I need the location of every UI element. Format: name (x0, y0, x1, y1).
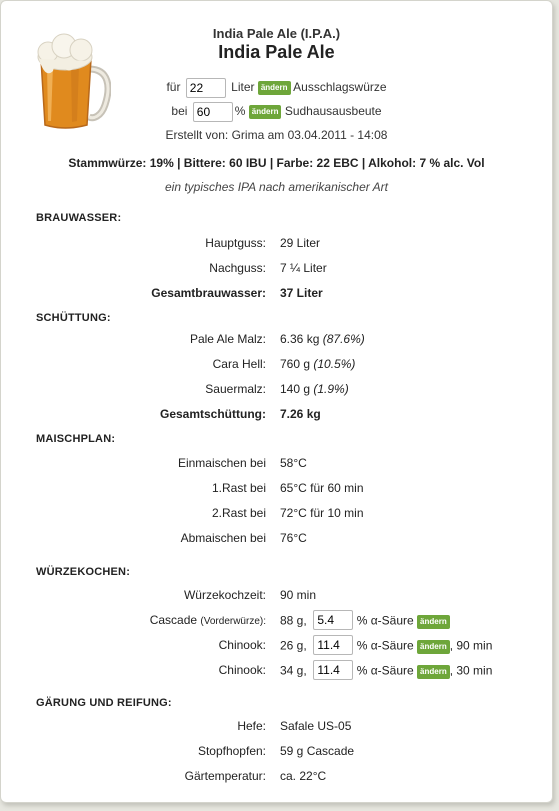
malt-row (1, 332, 552, 348)
row-label: Nachguss: (209, 261, 266, 275)
row-label (150, 613, 266, 627)
row-value: ca. 22°C (280, 769, 327, 783)
row-label: Hauptguss: (205, 236, 266, 250)
row-label: Hefe: (237, 719, 266, 733)
hop-row (1, 663, 552, 679)
row-value (280, 382, 349, 396)
section-gaerung: GÄRUNG UND REIFUNG: (36, 697, 172, 709)
brauwasser-row (1, 236, 552, 252)
malt-percent: (87.6%) (322, 332, 365, 346)
hop-time: , 90 min (449, 638, 493, 653)
row-label: 1.Rast bei (211, 481, 266, 495)
efficiency-suffix: Sudhausausbeute (284, 104, 382, 119)
alpha-input[interactable] (313, 660, 353, 680)
row-label: Sauermalz: (205, 382, 266, 396)
row-value: 65°C für 60 min (280, 481, 364, 495)
malt-row (1, 357, 552, 373)
efficiency-input[interactable] (193, 102, 233, 122)
hop-amount: 34 g, (280, 663, 307, 678)
row-value: 7 ¼ Liter (280, 261, 327, 275)
row-label (219, 663, 266, 677)
malt-amount: 760 g (280, 357, 311, 371)
efficiency-prefix: bei (171, 104, 188, 119)
row-value: Safale US-05 (280, 719, 352, 733)
malt-amount: 140 g (280, 382, 311, 396)
row-label (219, 638, 266, 652)
row-label: Abmaischen bei (180, 531, 266, 545)
malt-percent: (10.5%) (313, 357, 356, 371)
row-value (280, 332, 365, 346)
brauwasser-total-row (1, 286, 552, 302)
row-value (280, 663, 492, 680)
efficiency-unit: % (234, 104, 246, 119)
efficiency-change-button[interactable]: ändern (249, 105, 282, 119)
volume-input[interactable] (186, 78, 226, 98)
hop-time: , 30 min (449, 663, 493, 678)
row-value: 29 Liter (280, 236, 321, 250)
alpha-unit: % α-Säure (356, 663, 414, 678)
malt-row (1, 382, 552, 398)
row-label: Stopfhopfen: (197, 744, 266, 758)
row-value: 7.26 kg (280, 407, 321, 421)
fermentation-row (1, 769, 552, 785)
brauwasser-row (1, 261, 552, 277)
recipe-stats: Stammwürze: 19% | Bittere: 60 IBU | Farbe: 22 EBC | Alkohol: 7 % alc. Vol (68, 156, 485, 170)
boil-row (1, 588, 552, 604)
volume-prefix: für (166, 80, 181, 95)
created-by: Erstellt von: Grima am 03.04.2011 - 14:08 (165, 128, 388, 142)
hop-row (1, 613, 552, 629)
row-label: Einmaischen bei (177, 456, 266, 470)
mash-row (1, 506, 552, 522)
recipe-description: ein typisches IPA nach amerikanischer Art (165, 180, 388, 194)
alpha-change-button[interactable]: ändern (417, 615, 450, 629)
section-schuettung: SCHÜTTUNG: (36, 312, 111, 324)
alpha-unit: % α-Säure (356, 613, 414, 628)
alpha-unit: % α-Säure (356, 638, 414, 653)
alpha-input[interactable] (313, 610, 353, 630)
row-label: 2.Rast bei (211, 506, 266, 520)
row-value: 37 Liter (280, 286, 323, 300)
hop-name: Chinook: (218, 638, 266, 652)
recipe-style: India Pale Ale (I.P.A.) (212, 26, 341, 41)
row-value (280, 638, 492, 655)
alpha-input[interactable] (313, 635, 353, 655)
efficiency-control (1, 102, 552, 122)
row-label: Würzekochzeit: (183, 588, 266, 602)
volume-control (1, 78, 552, 98)
hop-row (1, 638, 552, 654)
hop-amount: 88 g, (280, 613, 307, 628)
fermentation-row (1, 719, 552, 735)
row-label: Gesamtschüttung: (159, 407, 266, 421)
page-title: India Pale Ale (218, 42, 335, 62)
hop-note: (Vorderwürze): (200, 616, 266, 627)
row-value: 72°C für 10 min (280, 506, 364, 520)
alpha-change-button[interactable]: ändern (417, 640, 450, 654)
row-value (280, 613, 450, 630)
mash-row (1, 531, 552, 547)
row-value: 90 min (280, 588, 317, 602)
row-value: 58°C (280, 456, 307, 470)
volume-suffix: Ausschlagswürze (293, 80, 387, 95)
volume-unit: Liter (231, 80, 255, 95)
mash-row (1, 456, 552, 472)
hop-name: Chinook: (218, 663, 266, 677)
row-value: 76°C (280, 531, 307, 545)
malt-amount: 6.36 kg (280, 332, 320, 346)
alpha-change-button[interactable]: ändern (417, 665, 450, 679)
section-brauwasser: BRAUWASSER: (36, 212, 122, 224)
mash-row (1, 481, 552, 497)
section-wuerzekochen: WÜRZEKOCHEN: (36, 566, 131, 578)
row-label: Cara Hell: (212, 357, 266, 371)
row-label: Gesamtbrauwasser: (151, 286, 266, 300)
row-value (280, 357, 355, 371)
row-label: Gärtemperatur: (184, 769, 266, 783)
malt-percent: (1.9%) (313, 382, 349, 396)
volume-change-button[interactable]: ändern (258, 81, 291, 95)
section-maischplan: MAISCHPLAN: (36, 433, 116, 445)
fermentation-row (1, 744, 552, 760)
row-value: 59 g Cascade (280, 744, 355, 758)
hop-name: Cascade (149, 613, 198, 627)
hop-amount: 26 g, (280, 638, 307, 653)
malt-total-row (1, 407, 552, 423)
row-label: Pale Ale Malz: (189, 332, 266, 346)
